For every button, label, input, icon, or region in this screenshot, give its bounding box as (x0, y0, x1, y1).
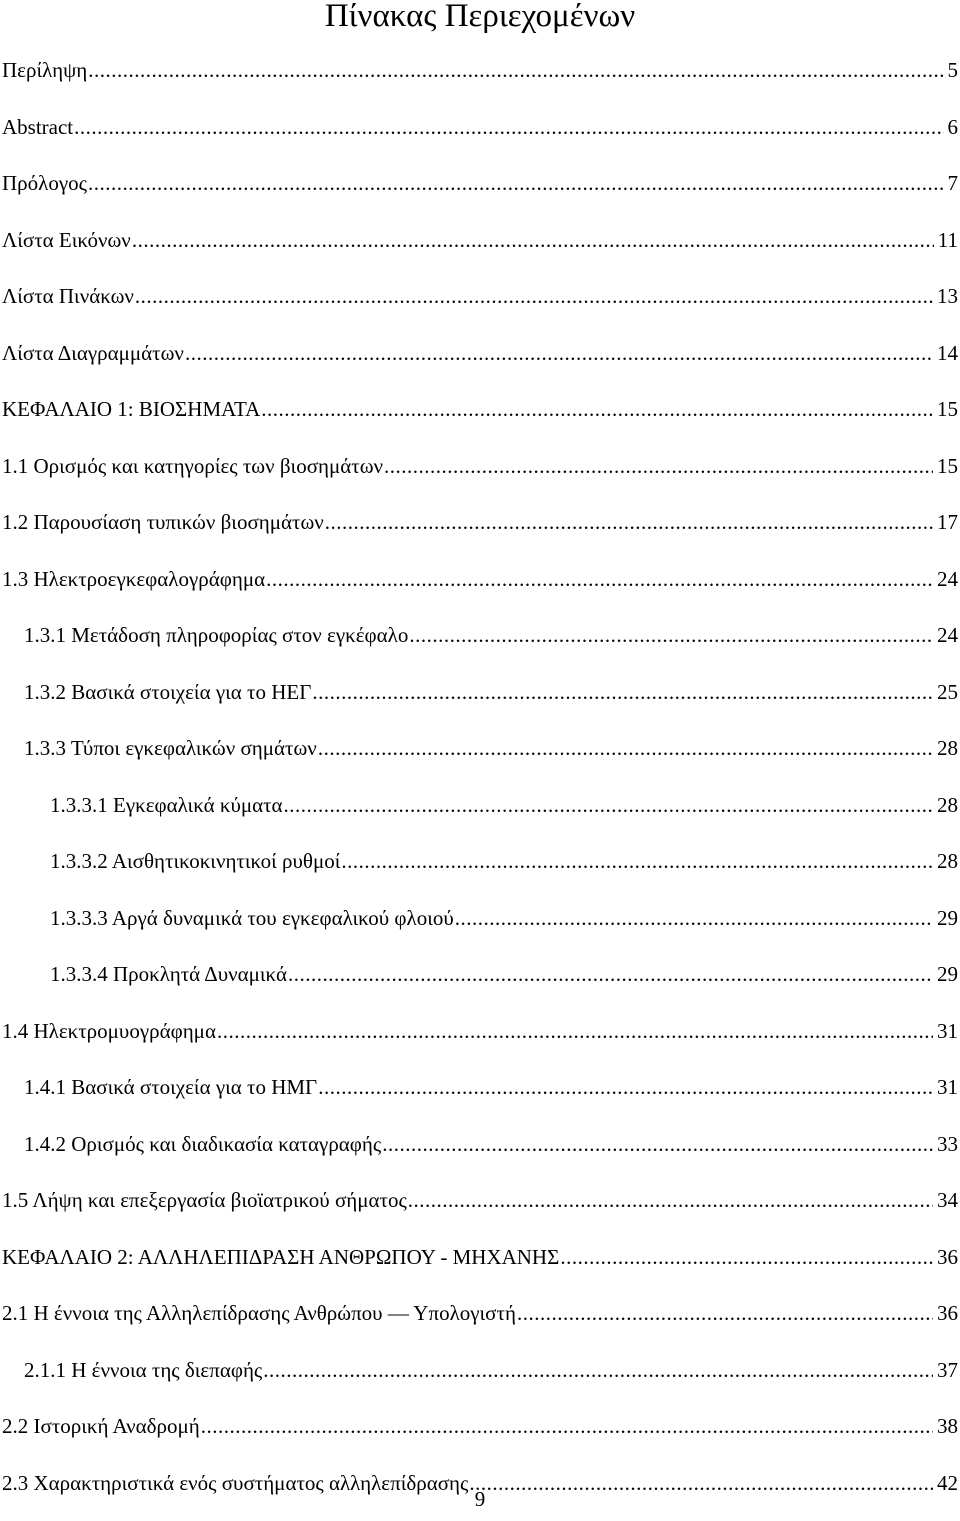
toc-entry-page: 6 (948, 109, 960, 145)
toc-entry-page: 29 (937, 900, 960, 936)
toc-entry-page: 15 (937, 391, 960, 427)
toc-entry-page: 28 (937, 843, 960, 879)
toc-entry-page: 15 (937, 448, 960, 484)
toc-entry[interactable] (0, 1013, 960, 1070)
toc-dot-leader (74, 109, 943, 145)
toc-dot-leader (185, 335, 933, 371)
toc-entry[interactable] (0, 956, 960, 1013)
toc-entry-title: 1.2 Παρουσίαση τυπικών βιοσημάτων (2, 504, 324, 540)
toc-entry-title: 1.3.3.2 Αισθητικοκινητικοί ρυθμοί (50, 843, 340, 879)
toc-dot-leader (284, 787, 933, 823)
page-number: 9 (0, 1486, 960, 1512)
toc-entry[interactable] (0, 730, 960, 787)
toc-entry[interactable] (0, 1126, 960, 1183)
toc-entry-page: 7 (948, 165, 960, 201)
toc-entry-page: 38 (937, 1408, 960, 1444)
toc-dot-leader (88, 52, 943, 88)
toc-entry-title: Λίστα Εικόνων (2, 222, 131, 258)
toc-entry-page: 25 (937, 674, 960, 710)
toc-entry[interactable] (0, 1239, 960, 1296)
toc-entry-page: 28 (937, 787, 960, 823)
toc-dot-leader (312, 674, 933, 710)
toc-list (0, 52, 960, 1521)
toc-entry[interactable] (0, 900, 960, 957)
toc-dot-leader (318, 1069, 933, 1105)
toc-dot-leader (288, 956, 933, 992)
toc-entry[interactable] (0, 1408, 960, 1465)
toc-dot-leader (135, 278, 933, 314)
toc-entry[interactable] (0, 1182, 960, 1239)
toc-dot-leader (261, 391, 933, 427)
toc-entry-title: 1.1 Ορισμός και κατηγορίες των βιοσημάτων (2, 448, 383, 484)
toc-entry-title: 1.3.1 Μετάδοση πληροφορίας στον εγκέφαλο (24, 617, 408, 653)
toc-entry-page: 31 (937, 1013, 960, 1049)
toc-entry-page: 14 (937, 335, 960, 371)
toc-entry[interactable] (0, 1352, 960, 1409)
toc-entry-title: 2.1 Η έννοια της Αλληλεπίδρασης Ανθρώπου ― Υπολογιστή (2, 1295, 516, 1331)
toc-entry-page: 29 (937, 956, 960, 992)
toc-entry-page: 37 (937, 1352, 960, 1388)
toc-entry[interactable] (0, 335, 960, 392)
toc-entry-page: 34 (937, 1182, 960, 1218)
toc-entry-title: 1.3.3 Τύποι εγκεφαλικών σημάτων (24, 730, 317, 766)
toc-entry-title: 1.4.2 Ορισμός και διαδικασία καταγραφής (24, 1126, 381, 1162)
toc-entry[interactable] (0, 1295, 960, 1352)
toc-entry-page: 42 (937, 1465, 960, 1501)
toc-entry-title: ΚΕΦΑΛΑΙΟ 1: ΒΙΟΣΗΜΑΤΑ (2, 391, 260, 427)
toc-dot-leader (408, 1182, 933, 1218)
toc-entry-title: 2.1.1 Η έννοια της διεπαφής (24, 1352, 262, 1388)
toc-entry-page: 24 (937, 617, 960, 653)
toc-dot-leader (341, 843, 933, 879)
toc-entry[interactable] (0, 109, 960, 166)
toc-dot-leader (455, 900, 933, 936)
toc-entry[interactable] (0, 787, 960, 844)
toc-entry-title: 2.2 Ιστορική Αναδρομή (2, 1408, 200, 1444)
toc-entry-page: 5 (948, 52, 960, 88)
toc-entry[interactable] (0, 843, 960, 900)
toc-entry-title: Abstract (2, 109, 73, 145)
toc-dot-leader (409, 617, 933, 653)
toc-entry[interactable] (0, 617, 960, 674)
toc-entry-page: 36 (937, 1239, 960, 1275)
toc-entry[interactable] (0, 448, 960, 505)
page-title: Πίνακας Περιεχομένων (0, 0, 960, 38)
toc-entry-title: 1.3.3.4 Προκλητά Δυναμικά (50, 956, 287, 992)
toc-entry[interactable] (0, 222, 960, 279)
toc-entry[interactable] (0, 52, 960, 109)
toc-entry-page: 33 (937, 1126, 960, 1162)
toc-entry-title: ΚΕΦΑΛΑΙΟ 2: ΑΛΛΗΛΕΠΙΔΡΑΣΗ ΑΝΘΡΩΠΟΥ - ΜΗΧΑΝΗΣ (2, 1239, 559, 1275)
toc-dot-leader (560, 1239, 933, 1275)
toc-entry-page: 11 (938, 222, 960, 258)
toc-entry-title: 1.3.3.1 Εγκεφαλικά κύματα (50, 787, 283, 823)
toc-entry-title: 1.5 Λήψη και επεξεργασία βιοϊατρικού σήματος (2, 1182, 407, 1218)
toc-dot-leader (325, 504, 933, 540)
toc-dot-leader (382, 1126, 933, 1162)
toc-dot-leader (384, 448, 933, 484)
toc-entry-title: 1.4 Ηλεκτρομυογράφημα (2, 1013, 216, 1049)
toc-entry-title: Περίληψη (2, 52, 87, 88)
toc-entry-title: 1.3 Ηλεκτροεγκεφαλογράφημα (2, 561, 265, 597)
toc-entry-title: 2.3 Χαρακτηριστικά ενός συστήματος αλληλεπίδρασης (2, 1465, 468, 1501)
toc-entry[interactable] (0, 391, 960, 448)
toc-dot-leader (132, 222, 934, 258)
toc-entry-title: Πρόλογος (2, 165, 87, 201)
toc-entry-title: 1.3.2 Βασικά στοιχεία για το ΗΕΓ (24, 674, 311, 710)
toc-dot-leader (517, 1295, 933, 1331)
toc-entry-page: 28 (937, 730, 960, 766)
toc-dot-leader (201, 1408, 933, 1444)
toc-entry-page: 13 (937, 278, 960, 314)
toc-entry[interactable] (0, 561, 960, 618)
toc-entry-title: 1.3.3.3 Αργά δυναμικά του εγκεφαλικού φλοιού (50, 900, 454, 936)
toc-dot-leader (318, 730, 933, 766)
toc-entry-title: Λίστα Πινάκων (2, 278, 134, 314)
toc-entry-page: 24 (937, 561, 960, 597)
toc-entry-page: 17 (937, 504, 960, 540)
toc-entry-page: 36 (937, 1295, 960, 1331)
toc-dot-leader (263, 1352, 933, 1388)
toc-dot-leader (217, 1013, 933, 1049)
toc-entry-title: Λίστα Διαγραμμάτων (2, 335, 184, 371)
toc-dot-leader (266, 561, 933, 597)
toc-dot-leader (88, 165, 944, 201)
toc-entry[interactable] (0, 165, 960, 222)
toc-entry[interactable] (0, 1069, 960, 1126)
toc-entry-page: 31 (937, 1069, 960, 1105)
toc-entry[interactable] (0, 278, 960, 335)
toc-entry[interactable] (0, 674, 960, 731)
toc-entry[interactable] (0, 504, 960, 561)
toc-entry-title: 1.4.1 Βασικά στοιχεία για το ΗΜΓ (24, 1069, 317, 1105)
